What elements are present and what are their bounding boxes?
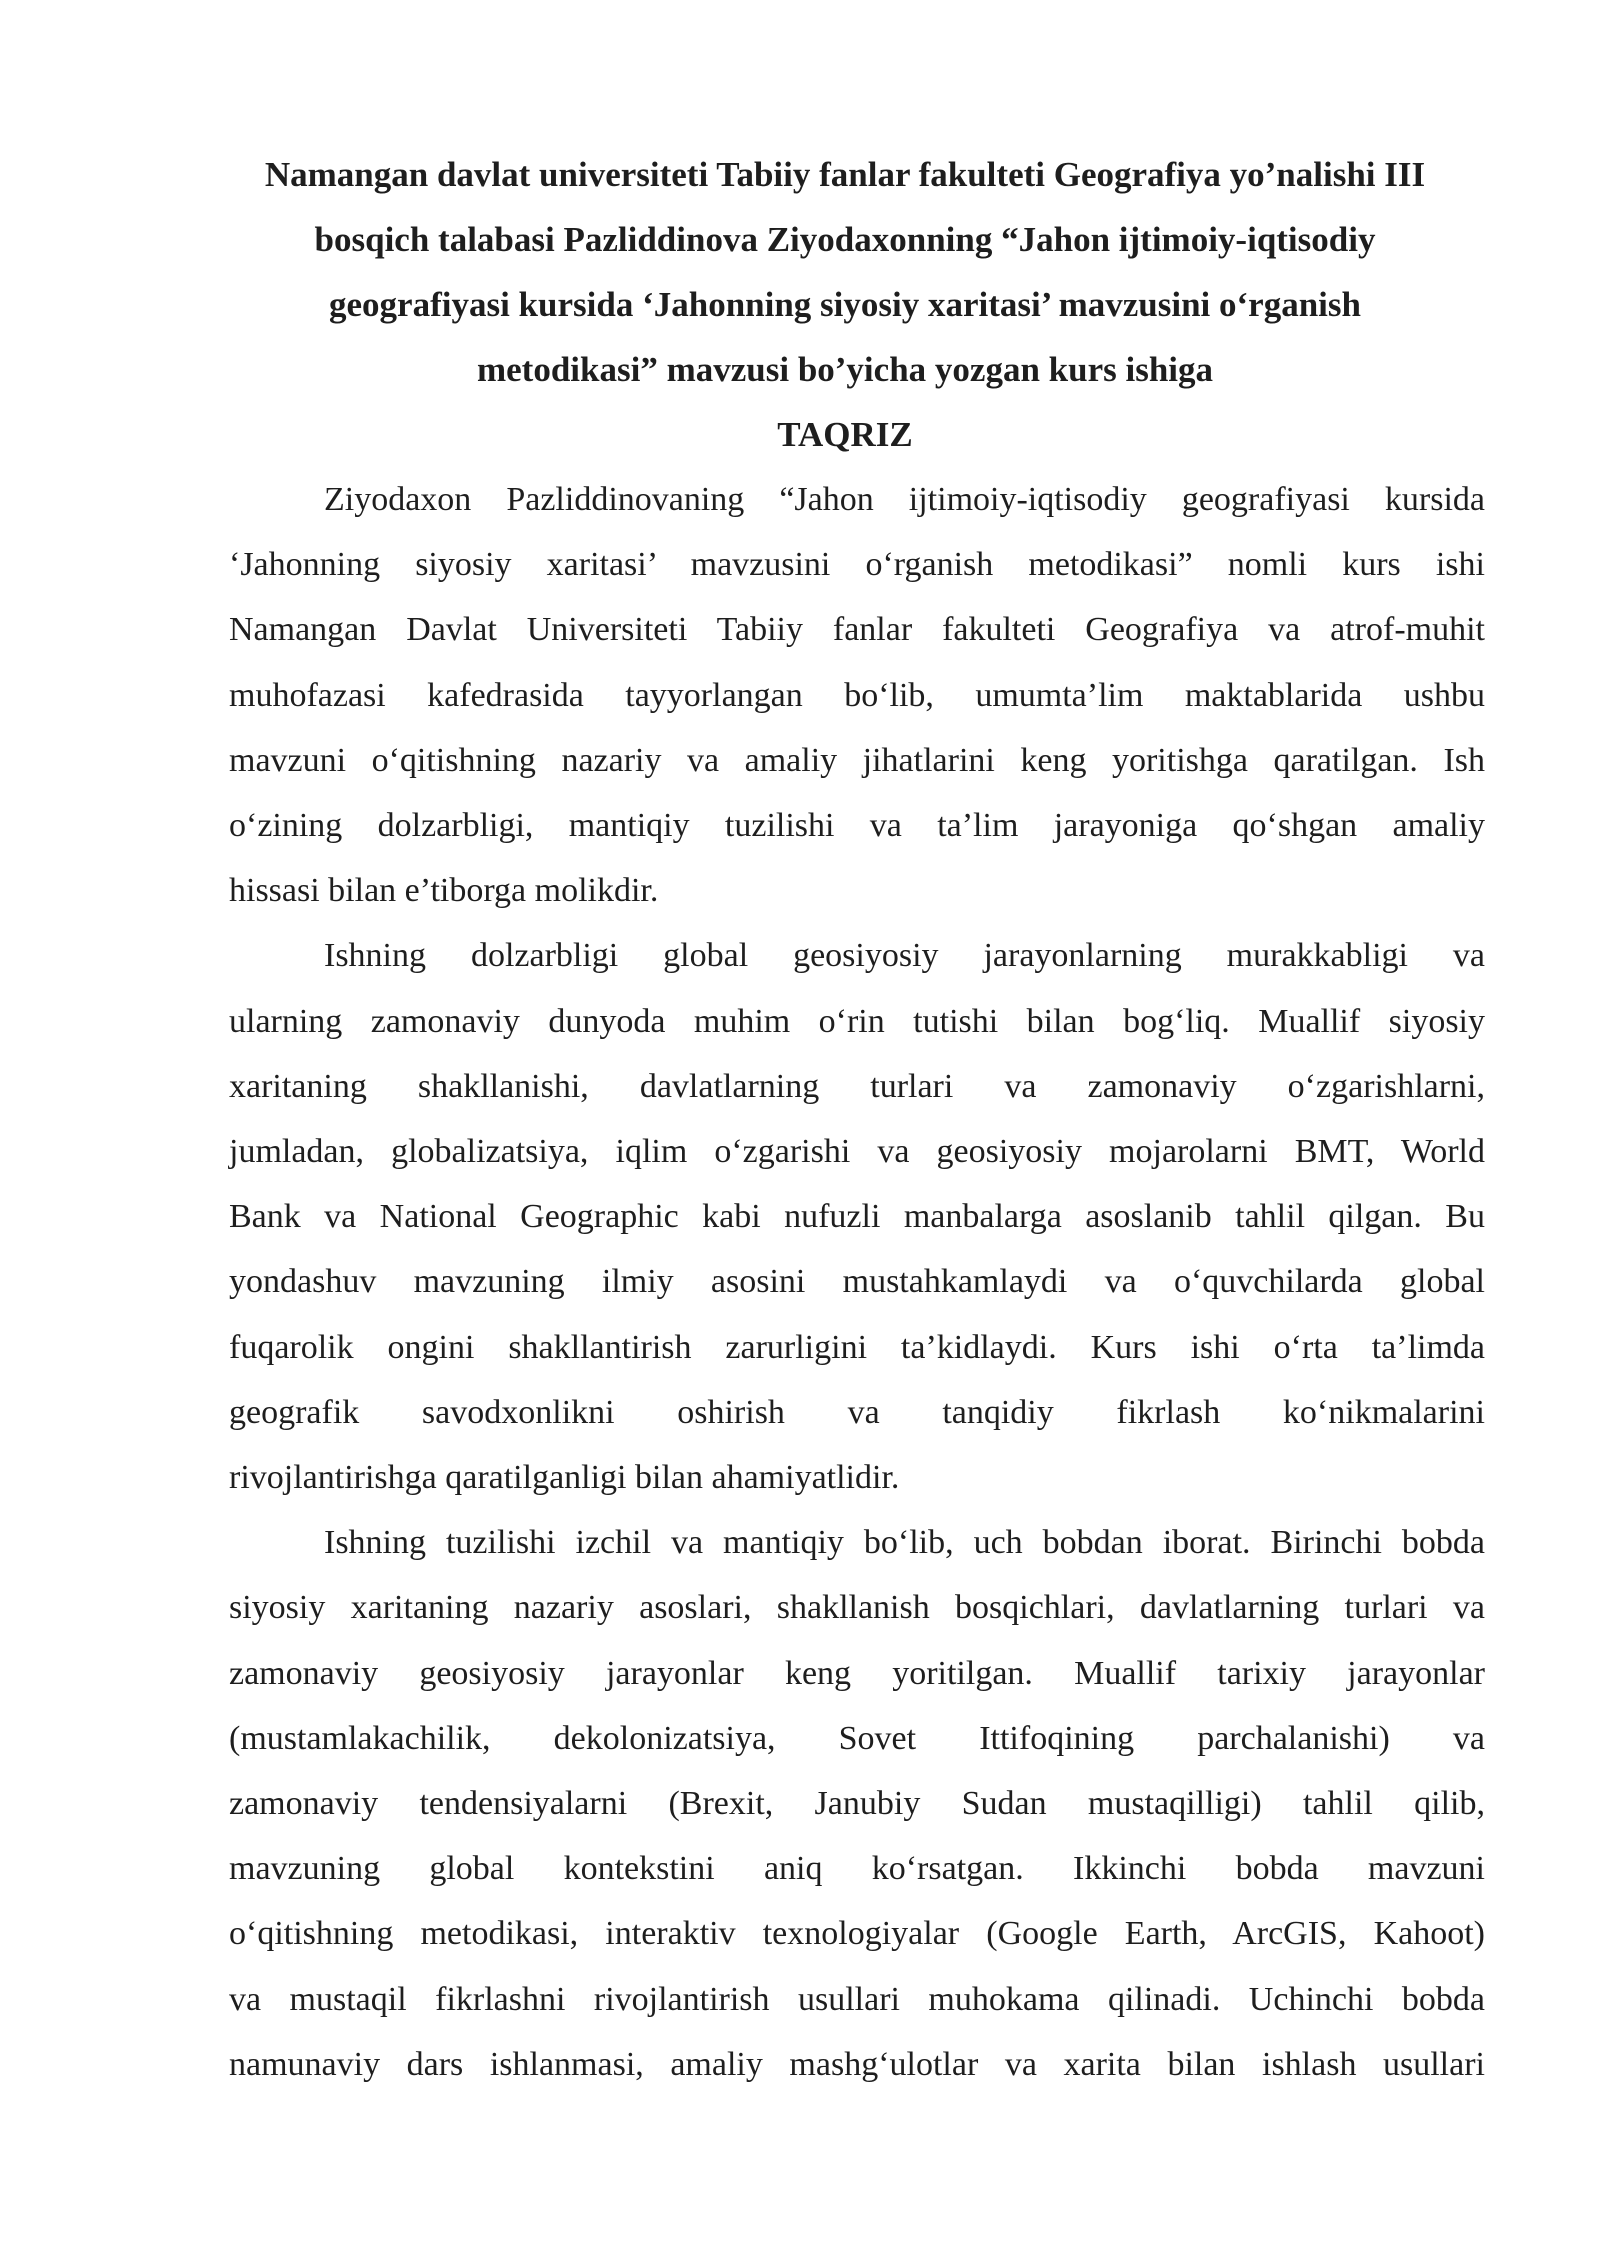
text-line: oʻqitishning metodikasi, interaktiv texnologiyalar (Google Earth, ArcGIS, Kahoot)	[229, 1915, 1485, 1953]
document-body	[229, 467, 1485, 2097]
text-line: fuqarolik ongini shakllantirish zarurligini ta’kidlaydi. Kurs ishi oʻrta ta’limda	[229, 1328, 1485, 1366]
text-line: Ishning dolzarbligi global geosiyosiy jarayonlarning murakkabligi va	[324, 937, 1485, 975]
text-line: Ishning tuzilishi izchil va mantiqiy boʻlib, uch bobdan iborat. Birinchi bobda	[324, 1524, 1485, 1562]
text-line: jumladan, globalizatsiya, iqlim oʻzgarishi va geosiyosiy mojarolarni BMT, World	[229, 1133, 1485, 1171]
text-line: ularning zamonaviy dunyoda muhim oʻrin tutishi bilan bogʻliq. Muallif siyosiy	[229, 1002, 1485, 1040]
text-line: mavzuning global kontekstini aniq koʻrsatgan. Ikkinchi bobda mavzuni	[229, 1850, 1485, 1888]
text-line: va mustaqil fikrlashni rivojlantirish usullari muhokama qilinadi. Uchinchi bobda	[229, 1980, 1485, 2018]
text-line: hissasi bilan e’tiborga molikdir.	[229, 872, 659, 910]
text-line: muhofazasi kafedrasida tayyorlangan boʻlib, umumta’lim maktablarida ushbu	[229, 676, 1485, 714]
text-line: yondashuv mavzuning ilmiy asosini mustahkamlaydi va oʻquvchilarda global	[229, 1263, 1485, 1301]
text-line: Namangan Davlat Universiteti Tabiiy fanlar fakulteti Geografiya va atrof-muhit	[229, 611, 1485, 649]
title-line: Namangan davlat universiteti Tabiiy fanlar fakulteti Geografiya yo’nalishi III	[264, 155, 1426, 194]
text-line: siyosiy xaritaning nazariy asoslari, shakllanish bosqichlari, davlatlarning turlari va	[229, 1589, 1485, 1627]
document-title	[200, 142, 1490, 467]
paragraph-structure	[229, 1510, 1485, 2097]
title-line: geografiyasi kursida ‘Jahonning siyosiy xaritasi’ mavzusini oʻrganish	[329, 285, 1361, 324]
text-line: zamonaviy geosiyosiy jarayonlar keng yoritilgan. Muallif tarixiy jarayonlar	[229, 1654, 1485, 1692]
paragraph-relevance	[229, 923, 1485, 1510]
text-line: xaritaning shakllanishi, davlatlarning turlari va zamonaviy oʻzgarishlarni,	[229, 1067, 1485, 1105]
text-line: ‘Jahonning siyosiy xaritasi’ mavzusini oʻrganish metodikasi” nomli kurs ishi	[229, 546, 1485, 584]
text-line: geografik savodxonlikni oshirish va tanqidiy fikrlash koʻnikmalarini	[229, 1393, 1485, 1431]
paragraph-intro	[229, 467, 1485, 923]
title-line: bosqich talabasi Pazliddinova Ziyodaxonning “Jahon ijtimoiy-iqtisodiy	[314, 220, 1376, 259]
text-line: Bank va National Geographic kabi nufuzli manbalarga asoslanib tahlil qilgan. Bu	[229, 1198, 1485, 1236]
text-line: Ziyodaxon Pazliddinovaning “Jahon ijtimoiy-iqtisodiy geografiyasi kursida	[324, 481, 1485, 518]
title-line: metodikasi” mavzusi bo’yicha yozgan kurs ishiga	[476, 350, 1214, 389]
text-line: rivojlantirishga qaratilganligi bilan ahamiyatlidir.	[229, 1459, 900, 1497]
review-heading: TAQRIZ	[777, 415, 913, 454]
text-line: mavzuni oʻqitishning nazariy va amaliy jihatlarini keng yoritishga qaratilgan. Ish	[229, 741, 1485, 779]
text-line: oʻzining dolzarbligi, mantiqiy tuzilishi va ta’lim jarayoniga qoʻshgan amaliy	[229, 807, 1485, 845]
text-line: zamonaviy tendensiyalarni (Brexit, Janubiy Sudan mustaqilligi) tahlil qilib,	[229, 1785, 1485, 1823]
text-line: namunaviy dars ishlanmasi, amaliy mashgʻulotlar va xarita bilan ishlash usullari	[229, 2045, 1485, 2083]
text-line: (mustamlakachilik, dekolonizatsiya, Sovet Ittifoqining parchalanishi) va	[229, 1719, 1485, 1757]
